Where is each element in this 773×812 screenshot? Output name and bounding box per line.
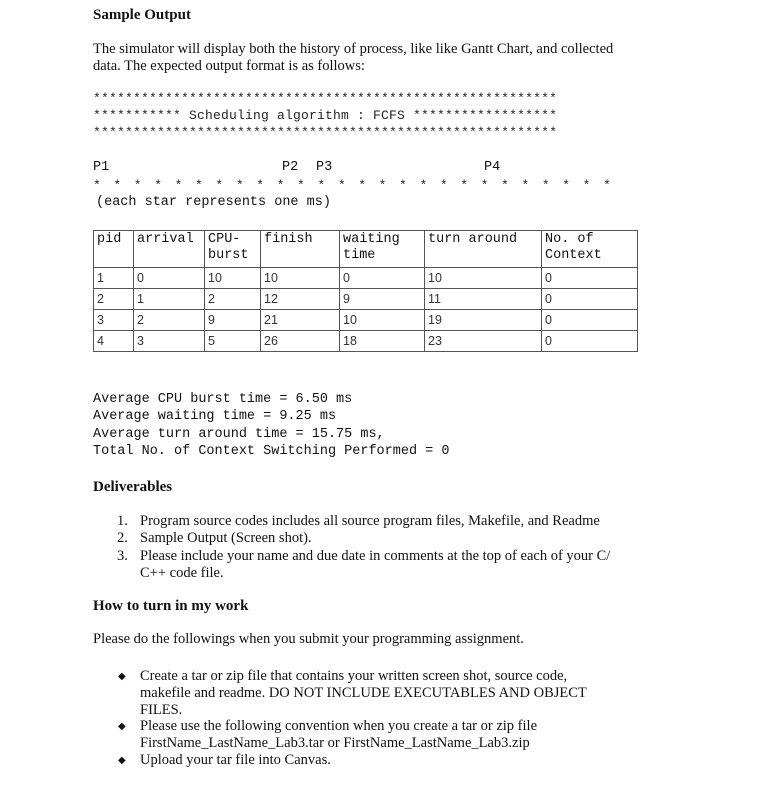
stars-title-line: *********** Scheduling algorithm : FCFS ****************** <box>93 108 558 123</box>
cell-pid: 1 <box>94 268 134 289</box>
turn-in-intro: Please do the followings when you submit your programming assignment. <box>93 631 524 647</box>
cell-turn-around: 23 <box>425 331 542 352</box>
gantt-label-p1: P1 <box>93 160 110 175</box>
cell-waiting: 0 <box>340 268 425 289</box>
cell-context: 0 <box>542 331 638 352</box>
stars-line-bottom: ********************************************************** <box>93 125 558 140</box>
turn-in-item-1-line-2: makefile and readme. DO NOT INCLUDE EXECUTABLES AND OBJECT <box>140 685 587 701</box>
deliverable-item-3-line-2: C++ code file. <box>140 565 224 581</box>
cell-context: 0 <box>542 310 638 331</box>
heading-sample-output: Sample Output <box>93 7 191 23</box>
summary-avg-waiting: Average waiting time = 9.25 ms <box>93 409 337 424</box>
cell-turn-around: 11 <box>425 289 542 310</box>
table-row <box>94 289 638 310</box>
cell-pid: 4 <box>94 331 134 352</box>
cell-turn-around: 19 <box>425 310 542 331</box>
bullet-icon: ◆ <box>118 755 126 766</box>
table-header-row <box>94 231 638 268</box>
cell-cpu-burst: 9 <box>205 310 261 331</box>
deliverable-number: 1. <box>117 513 128 529</box>
bullet-icon: ◆ <box>118 671 126 682</box>
header-pid: pid <box>94 231 134 268</box>
summary-avg-cpu-burst: Average CPU burst time = 6.50 ms <box>93 392 353 407</box>
cell-pid: 2 <box>94 289 134 310</box>
turn-in-item-1-line-3: FILES. <box>140 702 183 718</box>
cell-cpu-burst: 2 <box>205 289 261 310</box>
cell-context: 0 <box>542 268 638 289</box>
cell-arrival: 2 <box>134 310 205 331</box>
cell-finish: 26 <box>261 331 340 352</box>
turn-in-item-2-line-1: Please use the following convention when you create a tar or zip file <box>140 718 538 734</box>
header-waiting-time: waiting time <box>340 231 425 268</box>
gantt-label-p2: P2 <box>282 160 299 175</box>
header-context: No. of Context <box>542 231 638 268</box>
heading-turn-in: How to turn in my work <box>93 598 249 614</box>
gantt-star-timeline: * * * * * * * * * * * * * * * * * * * * * * * * * * <box>93 178 614 193</box>
header-arrival: arrival <box>134 231 205 268</box>
table-row <box>94 310 638 331</box>
summary-avg-turn-around: Average turn around time = 15.75 ms, <box>93 427 385 442</box>
cell-waiting: 9 <box>340 289 425 310</box>
table-row <box>94 331 638 352</box>
summary-context-switching: Total No. of Context Switching Performed = 0 <box>93 444 450 459</box>
deliverable-number: 2. <box>117 530 128 546</box>
deliverable-item-1: Program source codes includes all source program files, Makefile, and Readme <box>140 513 600 529</box>
cell-waiting: 18 <box>340 331 425 352</box>
deliverable-number: 3. <box>117 548 128 564</box>
cell-cpu-burst: 5 <box>205 331 261 352</box>
cell-finish: 12 <box>261 289 340 310</box>
cell-arrival: 1 <box>134 289 205 310</box>
deliverable-item-3-line-1: Please include your name and due date in comments at the top of each of your C/ <box>140 548 611 564</box>
turn-in-item-1-line-1: Create a tar or zip file that contains your written screen shot, source code, <box>140 668 568 684</box>
bullet-icon: ◆ <box>118 721 126 732</box>
gantt-label-p3: P3 <box>316 160 333 175</box>
cell-turn-around: 10 <box>425 268 542 289</box>
cell-finish: 21 <box>261 310 340 331</box>
header-finish: finish <box>261 231 340 268</box>
table-row <box>94 268 638 289</box>
header-turn-around: turn around <box>425 231 542 268</box>
cell-context: 0 <box>542 289 638 310</box>
cell-arrival: 0 <box>134 268 205 289</box>
gantt-note: (each star represents one ms) <box>96 195 331 210</box>
intro-line-2: data. The expected output format is as follows: <box>93 58 365 74</box>
cell-pid: 3 <box>94 310 134 331</box>
deliverable-item-2: Sample Output (Screen shot). <box>140 530 312 546</box>
stars-line-top: ********************************************************** <box>93 91 558 106</box>
turn-in-item-2-line-2: FirstName_LastName_Lab3.tar or FirstName_LastName_Lab3.zip <box>140 735 530 751</box>
process-table <box>93 230 638 352</box>
cell-waiting: 10 <box>340 310 425 331</box>
heading-deliverables: Deliverables <box>93 479 173 495</box>
header-cpu-burst: CPU- burst <box>205 231 261 268</box>
cell-finish: 10 <box>261 268 340 289</box>
gantt-label-p4: P4 <box>484 160 501 175</box>
cell-arrival: 3 <box>134 331 205 352</box>
intro-line-1: The simulator will display both the history of process, like like Gantt Chart, and collected <box>93 41 614 57</box>
cell-cpu-burst: 10 <box>205 268 261 289</box>
turn-in-item-3: Upload your tar file into Canvas. <box>140 752 331 768</box>
